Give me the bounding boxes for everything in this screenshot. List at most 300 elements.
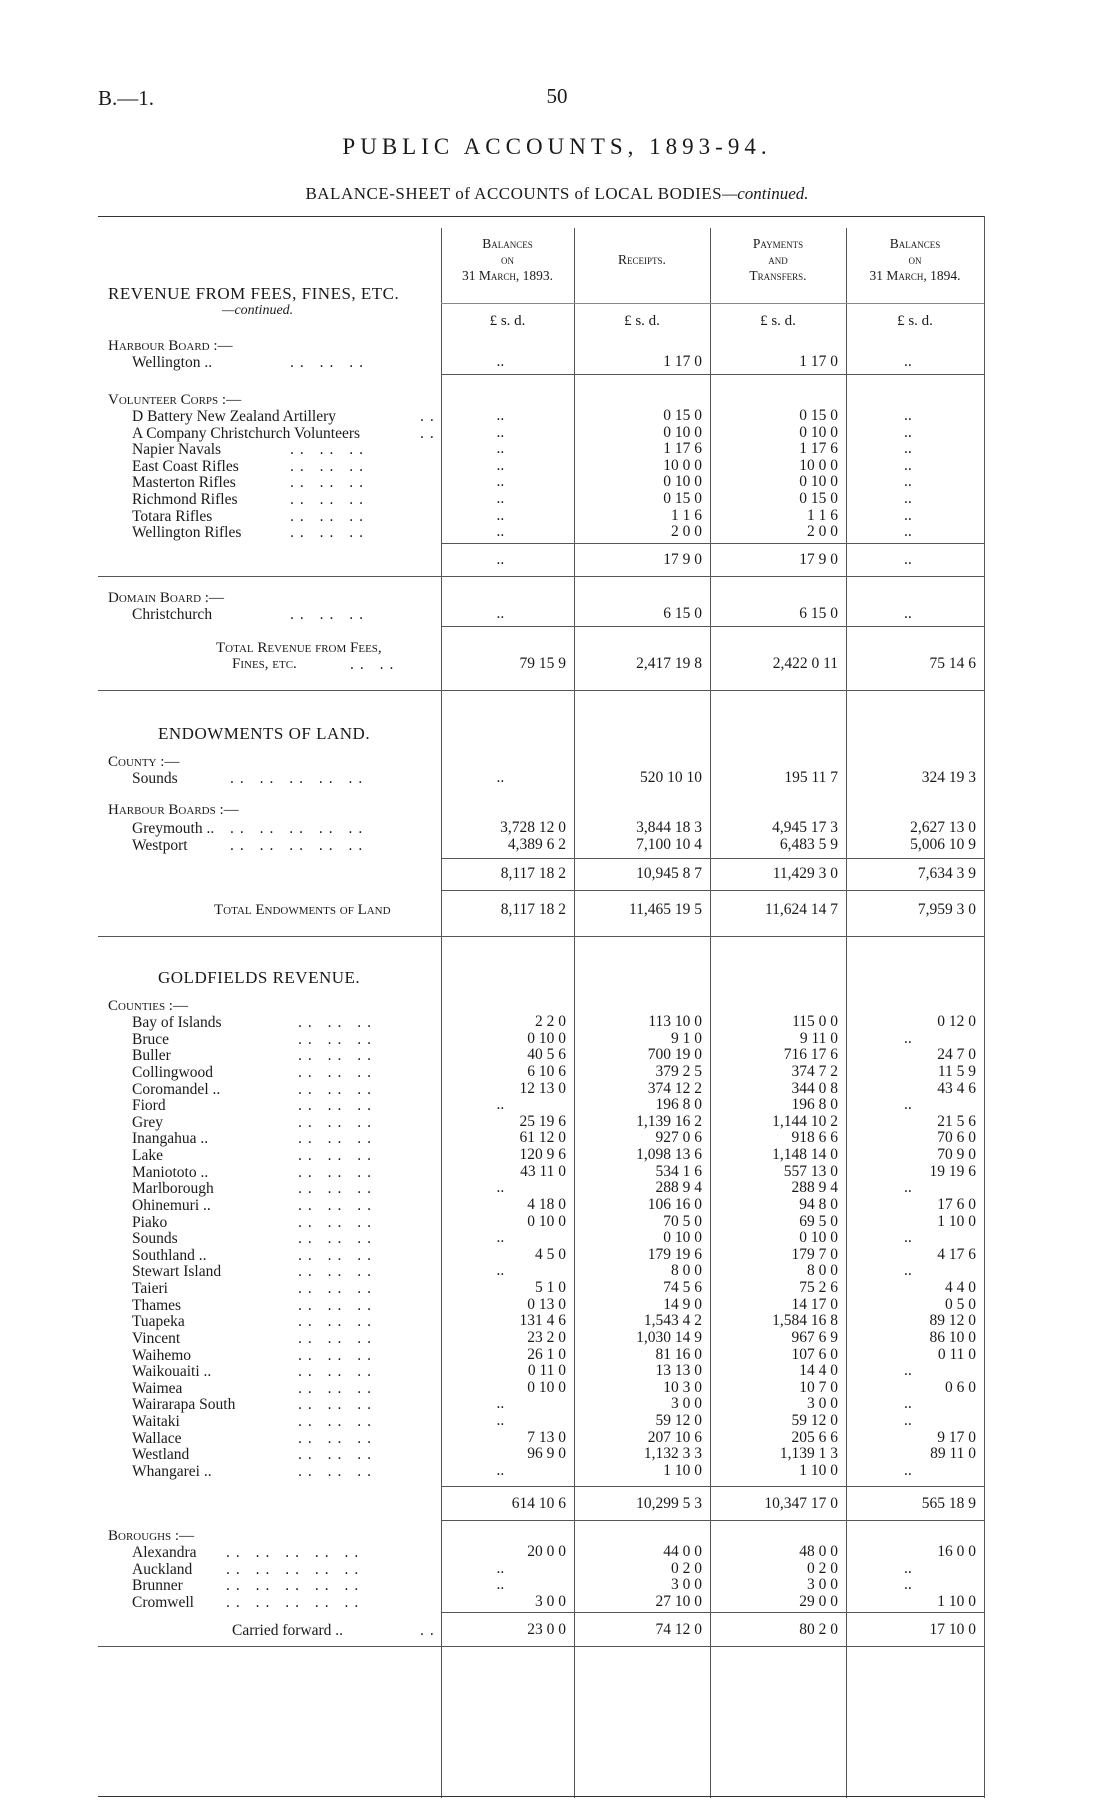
goldfields-counties-total-c1: 614 10 6 <box>511 1495 566 1512</box>
leader-dots: .. .. .. <box>298 1097 377 1115</box>
leader-dots: .. .. .. .. .. <box>230 770 369 787</box>
goldfields-county-c1: 0 10 0 <box>527 1212 566 1230</box>
leader-dots: .. .. .. .. .. <box>226 1560 365 1578</box>
volunteer-total-c2: 17 9 0 <box>663 551 702 568</box>
goldfields-county-c1: .. <box>496 1229 505 1247</box>
leader-dots: .. .. .. <box>290 441 369 459</box>
goldfields-county-c3: 716 17 6 <box>783 1046 838 1064</box>
total-endowments-c3: 11,624 14 7 <box>764 901 838 918</box>
leader-dots: .. .. .. <box>290 491 369 508</box>
county-name: Waimea <box>132 1379 183 1397</box>
volunteer-row-c4: .. <box>904 456 912 474</box>
goldfields-county-c1: 0 11 0 <box>527 1362 566 1380</box>
carried-forward-c2: 74 12 0 <box>655 1621 702 1638</box>
carried-forward-c4: 17 10 0 <box>929 1621 976 1638</box>
header-underline <box>574 303 710 304</box>
goldfields-county-c3: 179 7 0 <box>791 1245 838 1263</box>
county-name: Stewart Island <box>132 1263 222 1281</box>
leader-dots: .. .. .. <box>290 606 369 623</box>
section-heading-revenue: REVENUE FROM FEES, FINES, ETC. <box>108 284 400 303</box>
goldfields-county-c1: 5 1 0 <box>535 1279 566 1297</box>
leader-dots: .. .. .. .. .. <box>226 1577 365 1595</box>
goldfields-borough-c1: 3 0 0 <box>535 1592 566 1610</box>
county-name: Bruce <box>132 1030 170 1048</box>
volunteer-row-c4: .. <box>904 473 912 491</box>
goldfields-county-c1: .. <box>496 1462 505 1479</box>
leader-dots: .. .. .. <box>298 1147 377 1165</box>
section-heading-continued: —continued. <box>222 303 294 318</box>
column-unit-c4: £ s. d. <box>897 313 933 329</box>
county-name: Westland <box>132 1446 190 1464</box>
harbour-row-c3: 1 17 0 <box>799 353 838 370</box>
goldfields-county-c1: .. <box>496 1262 505 1280</box>
volunteer-row-c2: 10 0 0 <box>663 456 702 474</box>
volunteer-row-c4: .. <box>904 523 912 541</box>
page-ref: B.—1. <box>98 86 155 110</box>
goldfields-county-c4: .. <box>904 1229 912 1247</box>
total-rule <box>441 1520 984 1521</box>
leader-dots: .. .. .. <box>298 1329 377 1347</box>
carried-forward-label: Carried forward .. <box>232 1622 344 1639</box>
domain-row-c2: 6 15 0 <box>663 605 702 622</box>
page-subtitle <box>0 184 1114 204</box>
goldfields-borough-c4: 1 10 0 <box>937 1592 976 1610</box>
goldfields-county-c3: 69 5 0 <box>799 1212 838 1230</box>
total-endowments-c2: 11,465 19 5 <box>628 901 702 918</box>
goldfields-county-c4: 70 9 0 <box>937 1146 976 1164</box>
endowment-harbour-total-c4: 7,634 3 9 <box>917 865 976 882</box>
bottom-rule <box>98 1796 984 1797</box>
leader-dots: .. .. .. <box>298 1063 377 1081</box>
row-label: Greymouth .. <box>132 820 215 837</box>
volunteer-row-c3: 10 0 0 <box>799 456 838 474</box>
goldfields-county-c1: 23 2 0 <box>527 1328 566 1346</box>
goldfields-borough-c1: 20 0 0 <box>527 1543 566 1560</box>
goldfields-county-c1: 26 1 0 <box>527 1345 566 1363</box>
endowment-harbour-row-c3: 4,945 17 3 <box>772 819 838 836</box>
leader-dots: .. .. .. <box>298 1263 377 1281</box>
goldfields-counties-total-c2: 10,299 5 3 <box>636 1495 702 1512</box>
section-heading-endowments: ENDOWMENTS OF LAND. <box>158 724 371 743</box>
endowment-harbour-row-c1: 4,389 6 2 <box>507 835 566 853</box>
page-number: 50 <box>546 84 568 108</box>
leader-dots: .. .. .. <box>298 1379 377 1397</box>
goldfields-county-c3: 967 6 9 <box>791 1328 838 1346</box>
goldfields-county-c1: .. <box>496 1179 505 1197</box>
goldfields-county-c1: 43 11 0 <box>520 1162 566 1180</box>
county-name: Southland .. <box>132 1246 207 1264</box>
goldfields-county-c3: 344 0 8 <box>791 1079 838 1097</box>
leader-dots: .. <box>420 424 440 442</box>
column-header-c4: 31 March, 1894. <box>869 268 961 283</box>
leader-dots: .. .. .. .. .. <box>230 820 369 837</box>
county-name: Waitaki <box>132 1413 180 1431</box>
goldfields-county-c3: 59 12 0 <box>791 1412 838 1430</box>
endowment-harbour-row-c2: 7,100 10 4 <box>636 835 702 853</box>
total-revenue-c3: 2,422 0 11 <box>772 655 838 672</box>
row-label: Westport <box>132 836 188 854</box>
goldfields-county-c2: 700 19 0 <box>647 1046 702 1064</box>
goldfields-county-c2: 9 1 0 <box>671 1029 702 1047</box>
carried-forward-c3: 80 2 0 <box>799 1621 838 1638</box>
goldfields-county-c3: 0 10 0 <box>799 1229 838 1247</box>
goldfields-county-c4: 1 10 0 <box>937 1212 976 1230</box>
volunteer-row-c1: .. <box>496 456 505 474</box>
goldfields-borough-c1: .. <box>496 1559 505 1577</box>
total-endowments-c1: 8,117 18 2 <box>500 901 566 918</box>
borough-name: Alexandra <box>132 1544 197 1561</box>
section-heading-goldfields: GOLDFIELDS REVENUE. <box>158 968 361 987</box>
goldfields-county-c1: 0 10 0 <box>527 1029 566 1047</box>
leader-dots: .. .. .. <box>298 1196 377 1214</box>
goldfields-county-c4: .. <box>904 1362 912 1380</box>
goldfields-county-c1: .. <box>496 1096 505 1114</box>
county-name: Bay of Islands <box>132 1014 222 1031</box>
goldfields-borough-c2: 0 2 0 <box>671 1559 702 1577</box>
row-label: D Battery New Zealand Artillery <box>132 408 337 425</box>
borough-name: Brunner <box>132 1577 183 1595</box>
goldfields-county-c3: 1,144 10 2 <box>772 1112 838 1130</box>
group-domain-board: Domain Board :— <box>108 590 224 606</box>
leader-dots: .. .. .. .. .. <box>226 1593 365 1611</box>
county-name: Ohinemuri .. <box>132 1196 211 1214</box>
row-label: Sounds <box>132 770 178 787</box>
county-row-c4: 324 19 3 <box>921 769 976 786</box>
goldfields-county-c3: 14 4 0 <box>799 1362 838 1380</box>
volunteer-row-c2: 1 1 6 <box>671 506 702 524</box>
leader-dots: .. .. .. <box>290 524 369 542</box>
goldfields-county-c4: 43 4 6 <box>937 1079 976 1097</box>
endowment-harbour-row-c4: 2,627 13 0 <box>910 819 976 836</box>
goldfields-county-c2: 10 3 0 <box>663 1378 702 1396</box>
column-header-c1: Balances <box>482 236 533 251</box>
goldfields-county-c1: 61 12 0 <box>519 1129 566 1147</box>
column-rule <box>846 228 847 1798</box>
goldfields-county-c4: 11 5 9 <box>937 1062 976 1080</box>
goldfields-county-c2: 374 12 2 <box>647 1079 702 1097</box>
county-name: Inangahua .. <box>132 1130 209 1148</box>
goldfields-county-c3: 1,148 14 0 <box>772 1146 838 1164</box>
goldfields-county-c2: 74 5 6 <box>663 1279 702 1297</box>
leader-dots: .. .. .. <box>298 1363 377 1381</box>
goldfields-county-c1: 96 9 0 <box>527 1445 566 1463</box>
goldfields-county-c3: 557 13 0 <box>783 1162 838 1180</box>
county-name: Wallace <box>132 1429 182 1447</box>
leader-dots: .. .. .. <box>298 1130 377 1148</box>
goldfields-county-c4: 0 5 0 <box>945 1295 976 1313</box>
volunteer-row-c1: .. <box>496 490 505 507</box>
county-name: Maniototo .. <box>132 1163 209 1181</box>
leader-dots: .. .. .. <box>298 1246 377 1264</box>
goldfields-county-c2: 14 9 0 <box>663 1295 702 1313</box>
total-rule <box>441 1486 984 1487</box>
goldfields-county-c2: 179 19 6 <box>647 1245 702 1263</box>
section-rule <box>98 936 984 937</box>
goldfields-county-c3: 115 0 0 <box>792 1013 838 1030</box>
goldfields-county-c1: 40 5 6 <box>527 1046 566 1064</box>
goldfields-county-c4: .. <box>904 1462 912 1479</box>
volunteer-row-c2: 2 0 0 <box>671 523 702 541</box>
harbour-row-c4: .. <box>904 353 912 370</box>
harbour-row-c2: 1 17 0 <box>663 353 702 370</box>
total-rule <box>441 374 984 375</box>
column-header-c2: Receipts. <box>618 252 666 267</box>
leader-dots: .. .. .. <box>290 507 369 525</box>
volunteer-row-c3: 0 15 0 <box>799 490 838 507</box>
column-header-c4: Balances <box>889 236 941 251</box>
total-rule <box>98 576 984 577</box>
goldfields-county-c4: 0 6 0 <box>945 1378 976 1396</box>
goldfields-borough-c3: 0 2 0 <box>807 1559 838 1577</box>
leader-dots: .. .. .. <box>298 1014 377 1031</box>
column-rule <box>441 228 442 1798</box>
volunteer-row-c1: .. <box>496 523 505 541</box>
goldfields-county-c4: 21 5 6 <box>937 1112 976 1130</box>
volunteer-row-c2: 0 10 0 <box>663 423 702 441</box>
goldfields-county-c2: 3 0 0 <box>671 1395 702 1413</box>
column-header-c3: and <box>768 252 788 267</box>
total-rule <box>441 1612 984 1613</box>
goldfields-county-c2: 59 12 0 <box>655 1412 702 1430</box>
page-title: PUBLIC ACCOUNTS, 1893-94. <box>342 134 772 159</box>
row-label: Masterton Rifles <box>132 474 236 492</box>
leader-dots: .. .. .. <box>298 1080 377 1098</box>
leader-dots: .. .. .. .. .. <box>230 836 369 854</box>
goldfields-counties-total-c4: 565 18 9 <box>921 1495 976 1512</box>
volunteer-row-c3: 0 10 0 <box>799 473 838 491</box>
goldfields-county-c1: 25 19 6 <box>519 1112 566 1130</box>
county-name: Fiord <box>132 1097 166 1115</box>
column-header-c1: 31 March, 1893. <box>461 268 553 283</box>
header-underline <box>710 303 846 304</box>
goldfields-county-c4: 70 6 0 <box>937 1129 976 1147</box>
volunteer-total-c4: .. <box>904 551 912 568</box>
goldfields-county-c4: .. <box>904 1395 912 1413</box>
goldfields-county-c4: 24 7 0 <box>937 1046 976 1064</box>
column-rule <box>710 228 711 1798</box>
goldfields-county-c3: 107 6 0 <box>791 1345 838 1363</box>
goldfields-county-c1: 7 13 0 <box>527 1428 566 1446</box>
goldfields-borough-c4: .. <box>904 1576 912 1594</box>
goldfields-county-c3: 14 17 0 <box>791 1295 838 1313</box>
goldfields-county-c1: .. <box>496 1412 505 1430</box>
goldfields-county-c4: .. <box>904 1262 912 1280</box>
goldfields-county-c4: 17 6 0 <box>937 1195 976 1213</box>
goldfields-county-c3: 8 0 0 <box>807 1262 838 1280</box>
group-harbour-boards: Harbour Boards :— <box>108 802 239 818</box>
volunteer-row-c2: 0 15 0 <box>663 407 702 424</box>
leader-dots: .. .. .. <box>298 1230 377 1248</box>
total-revenue-c2: 2,417 19 8 <box>636 655 702 672</box>
goldfields-county-c1: 6 10 6 <box>527 1062 566 1080</box>
endowment-harbour-row-c3: 6,483 5 9 <box>779 835 838 853</box>
subtitle-main: BALANCE-SHEET of ACCOUNTS of LOCAL BODIES <box>305 184 723 203</box>
column-unit-c1: £ s. d. <box>489 313 526 329</box>
total-rule <box>441 626 984 627</box>
goldfields-county-c3: 9 11 0 <box>799 1029 838 1047</box>
leader-dots: .. .. .. <box>290 354 369 371</box>
goldfields-county-c1: 0 10 0 <box>527 1378 566 1396</box>
group-harbour-board: Harbour Board :— <box>108 338 233 354</box>
county-name: Marlborough <box>132 1180 214 1198</box>
county-name: Sounds <box>132 1230 178 1248</box>
county-name: Waikouaiti .. <box>132 1363 212 1381</box>
volunteer-row-c2: 1 17 6 <box>663 440 702 458</box>
goldfields-county-c4: .. <box>904 1096 912 1114</box>
goldfields-county-c4: 89 11 0 <box>930 1445 976 1463</box>
leader-dots: .. .. .. <box>298 1113 377 1131</box>
goldfields-county-c3: 1,584 16 8 <box>772 1312 838 1330</box>
leader-dots: .. .. .. <box>298 1213 377 1231</box>
group-counties: Counties :— <box>108 998 188 1014</box>
column-unit-c2: £ s. d. <box>624 313 660 329</box>
domain-row-c3: 6 15 0 <box>799 605 838 622</box>
goldfields-county-c3: 75 2 6 <box>799 1279 838 1297</box>
endowment-harbour-total-c3: 11,429 3 0 <box>772 865 838 882</box>
county-name: Tuapeka <box>132 1313 185 1331</box>
volunteer-row-c1: .. <box>496 423 505 441</box>
goldfields-county-c4: 4 4 0 <box>945 1279 976 1297</box>
header-underline <box>441 303 574 304</box>
goldfields-county-c1: 120 9 6 <box>519 1146 566 1164</box>
goldfields-county-c1: .. <box>496 1395 505 1413</box>
volunteer-row-c2: 0 10 0 <box>663 473 702 491</box>
leader-dots: .. .. .. <box>298 1396 377 1414</box>
goldfields-county-c2: 1,543 4 2 <box>643 1312 702 1330</box>
leader-dots: .. <box>420 408 440 425</box>
goldfields-county-c3: 1,139 1 3 <box>779 1445 838 1463</box>
borough-name: Auckland <box>132 1560 193 1578</box>
goldfields-county-c1: 0 13 0 <box>527 1295 566 1313</box>
county-name: Taieri <box>132 1280 168 1298</box>
volunteer-row-c3: 0 10 0 <box>799 423 838 441</box>
county-row-c2: 520 10 10 <box>640 769 702 786</box>
total-revenue-label: Total Revenue from Fees, <box>216 640 382 656</box>
county-name: Buller <box>132 1047 171 1065</box>
leader-dots: .. .. .. <box>290 457 369 475</box>
goldfields-county-c2: 207 10 6 <box>647 1428 702 1446</box>
goldfields-county-c3: 10 7 0 <box>799 1378 838 1396</box>
goldfields-county-c2: 113 10 0 <box>648 1013 702 1030</box>
row-label: Wellington Rifles <box>132 524 242 542</box>
total-rule <box>441 543 984 544</box>
row-label: Wellington .. <box>132 354 213 371</box>
domain-row-c1: .. <box>496 605 505 622</box>
leader-dots: .. .. .. <box>298 1030 377 1048</box>
goldfields-borough-c2: 44 0 0 <box>663 1543 702 1560</box>
goldfields-county-c4: 9 17 0 <box>937 1428 976 1446</box>
volunteer-row-c2: 0 15 0 <box>663 490 702 507</box>
goldfields-county-c2: 1,132 3 3 <box>643 1445 702 1463</box>
leader-dots: .. .. .. <box>298 1280 377 1298</box>
endowment-harbour-total-c2: 10,945 8 7 <box>636 865 702 882</box>
goldfields-borough-c3: 48 0 0 <box>799 1543 838 1560</box>
total-revenue-label-2: Fines, etc. <box>232 656 297 672</box>
goldfields-county-c3: 288 9 4 <box>791 1179 838 1197</box>
total-endowments-label: Total Endowments of Land <box>214 902 391 918</box>
top-rule <box>98 216 984 217</box>
goldfields-county-c1: 12 13 0 <box>519 1079 566 1097</box>
volunteer-row-c3: 0 15 0 <box>799 407 838 424</box>
row-label: Richmond Rifles <box>132 491 238 508</box>
header-underline <box>846 303 984 304</box>
total-revenue-c4: 75 14 6 <box>929 655 976 672</box>
leader-dots: .. .. .. <box>298 1313 377 1331</box>
leader-dots: .. .. .. <box>298 1429 377 1447</box>
goldfields-county-c4: 86 10 0 <box>929 1328 976 1346</box>
endowment-harbour-row-c1: 3,728 12 0 <box>500 819 566 836</box>
goldfields-county-c2: 288 9 4 <box>655 1179 702 1197</box>
goldfields-county-c2: 13 13 0 <box>655 1362 702 1380</box>
volunteer-row-c4: .. <box>904 407 912 424</box>
goldfields-county-c3: 94 8 0 <box>799 1195 838 1213</box>
column-unit-c3: £ s. d. <box>760 313 796 329</box>
goldfields-county-c2: 1,139 16 2 <box>636 1112 702 1130</box>
volunteer-row-c4: .. <box>904 490 912 507</box>
goldfields-county-c2: 0 10 0 <box>663 1229 702 1247</box>
volunteer-row-c1: .. <box>496 440 505 458</box>
goldfields-county-c4: 19 19 6 <box>929 1162 976 1180</box>
goldfields-borough-c1: .. <box>496 1576 505 1594</box>
county-name: Lake <box>132 1147 163 1165</box>
column-header-c3: Payments <box>752 236 804 251</box>
goldfields-county-c2: 927 0 6 <box>655 1129 702 1147</box>
leader-dots: .. .. .. <box>298 1463 377 1480</box>
leader-dots: .. .. <box>350 656 400 673</box>
group-county: County :— <box>108 754 180 770</box>
goldfields-county-c4: .. <box>904 1029 912 1047</box>
county-name: Whangarei .. <box>132 1463 212 1480</box>
volunteer-total-c3: 17 9 0 <box>799 551 838 568</box>
county-name: Piako <box>132 1213 168 1231</box>
goldfields-county-c4: .. <box>904 1179 912 1197</box>
column-rule <box>574 228 575 1798</box>
volunteer-total-c1: .. <box>496 551 505 568</box>
row-label: Christchurch <box>132 606 213 623</box>
leader-dots: .. .. .. <box>298 1180 377 1198</box>
row-label: East Coast Rifles <box>132 457 239 475</box>
endowment-harbour-row-c4: 5,006 10 9 <box>910 835 976 853</box>
goldfields-borough-c3: 3 0 0 <box>807 1576 838 1594</box>
endowment-harbour-row-c2: 3,844 18 3 <box>636 819 702 836</box>
bottom-total-rule <box>98 1646 984 1647</box>
leader-dots: .. <box>420 1622 440 1639</box>
harbour-row-c1: .. <box>496 353 505 370</box>
carried-forward-c1: 23 0 0 <box>527 1621 566 1638</box>
row-label: A Company Christchurch Volunteers <box>132 424 361 442</box>
goldfields-borough-c3: 29 0 0 <box>799 1592 838 1610</box>
goldfields-county-c1: 131 4 6 <box>519 1312 566 1330</box>
column-header-c3: Transfers. <box>749 268 807 283</box>
county-name: Thames <box>132 1296 182 1314</box>
goldfields-county-c2: 106 16 0 <box>647 1195 702 1213</box>
domain-row-c4: .. <box>904 605 912 622</box>
volunteer-row-c3: 2 0 0 <box>807 523 838 541</box>
county-name: Grey <box>132 1113 163 1131</box>
leader-dots: .. .. .. .. .. <box>226 1544 365 1561</box>
total-rule <box>441 890 984 891</box>
goldfields-county-c2: 534 1 6 <box>655 1162 702 1180</box>
goldfields-county-c2: 379 2 5 <box>655 1062 702 1080</box>
row-label: Totara Rifles <box>132 507 213 525</box>
goldfields-borough-c4: .. <box>904 1559 912 1577</box>
goldfields-county-c4: 0 11 0 <box>937 1345 976 1363</box>
volunteer-row-c1: .. <box>496 506 505 524</box>
volunteer-row-c1: .. <box>496 407 505 424</box>
goldfields-borough-c2: 27 10 0 <box>655 1592 702 1610</box>
county-name: Coromandel .. <box>132 1080 221 1098</box>
goldfields-county-c3: 196 8 0 <box>791 1096 838 1114</box>
